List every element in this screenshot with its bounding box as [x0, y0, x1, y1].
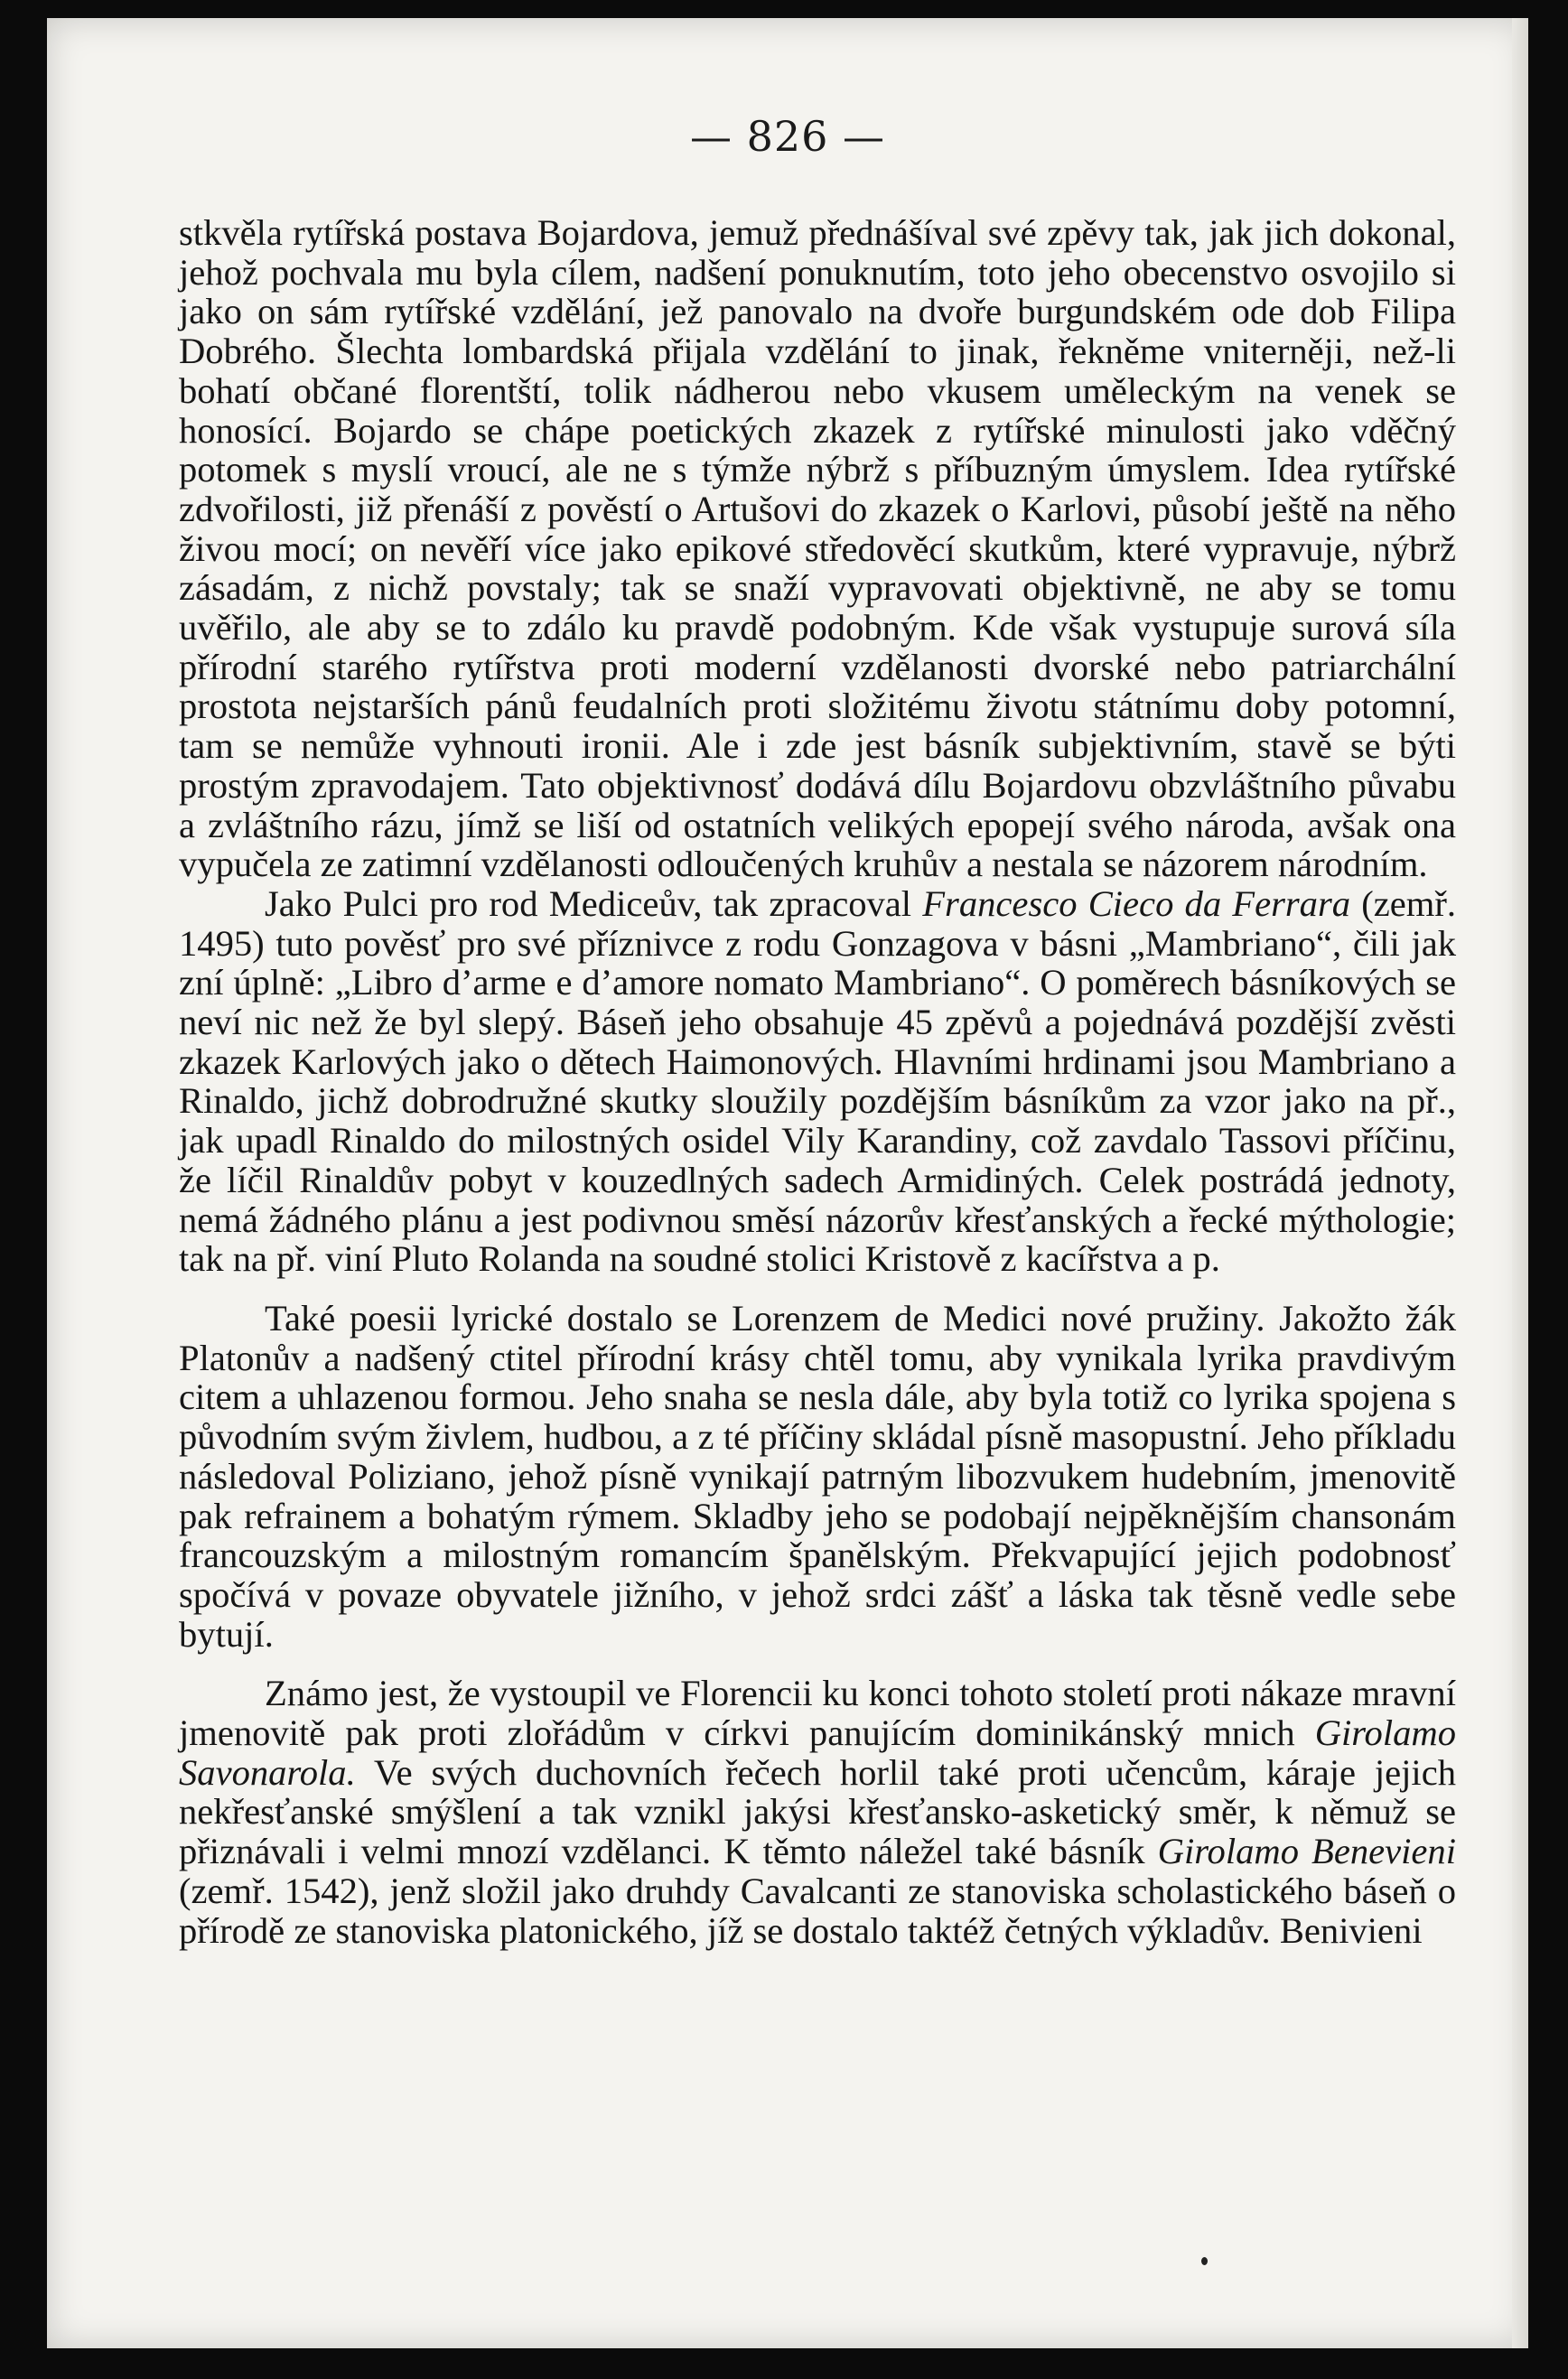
paragraph-3-text: Také poesii lyrické dostalo se Lorenzem de Medici nové pružiny. Jakožto žák Platonův a nadšený ctitel přírodní krásy chtěl tomu, aby vynikala lyrika pravdivým citem a uhlazenou formou. Jeho snaha se nesla dále, aby byla totiž co lyrika spojena s původním svým živlem, hudbou, a z té příčiny skládal písně masopustní. Jeho příkladu následoval Poliziano, jehož písně vynikají patrným libozvukem hudebním, jmenovitě pak refrainem a bohatým rýmem. Skladby jeho se podobají nejpěknějším chansonám francouzským a milostným romancím španělským. Překvapující jejich podobnosť spočívá v povaze obyvatele jižního, v jehož srdci zášť a láska tak těsně vedle sebe bytují.: [179, 1297, 1456, 1655]
paragraph-2-text: (zemř. 1495) tuto pověsť pro své příznivce z rodu Gonzagova v básni „Mambriano“, čili jak zní úplně: „Libro d’arme e d’amore nomato Mambriano“. O poměrech básníkových se neví nic než že byl slepý. Báseň jeho obsahuje 45 zpěvů a pojednává pozdější zvěsti zkazek Karlových jako o dětech Haimonových. Hlavními hrdinami jsou Mambriano a Rinaldo, jichž dobrodružné skutky sloužily pozdějším básníkům za vzor jako na př., jak upadl Rinaldo do milostných osidel Vily Karandiny, což zavdalo Tassovi příčinu, že líčil Rinaldův pobyt v kouzedlných sadech Armidiných. Celek postrádá jednoty, nemá žádného plánu a jest podivnou směsí názorův křesťanských a řecké mýthologie; tak na př. viní Pluto Rolanda na soudné stolici Kristově z kacířstva a p.: [179, 882, 1456, 1280]
paragraph-1-text: stkvěla rytířská postava Bojardova, jemuž přednášíval své zpěvy tak, jak jich dokonal, jehož pochvala mu byla cílem, nadšení ponuknutím, toto jeho obecenstvo osvojilo si jako on sám rytířské vzdělání, jež panovalo na dvoře burgundském ode dob Filipa Dobrého. Šlechta lombardská přijala vzdělání to jinak, řekněme vniterněji, než-li bohatí občané florentští, tolik nádherou nebo vkusem uměleckým na venek se honosící. Bojardo se chápe poetických zkazek z rytířské minulosti jako vděčný potomek s myslí vroucí, ale ne s týmže nýbrž s příbuzným úmyslem. Idea rytířské zdvořilosti, již přenáší z pověstí o Artušovi do zkazek o Karlovi, působí ještě na něho živou mocí; on nevěří více jako epikové středověcí skutkům, které vypravuje, nýbrž zásadám, z nichž povstaly; tak se snaží vypravovati objektivně, ne aby se tomu uvěřilo, ale aby se to zdálo ku pravdě podobným. Kde však vystupuje surová síla přírodní starého rytířstva proti moderní vzdělanosti dvorské nebo patriarchální prostota nejstarších pánů feudalních proti složitému životu státnímu doby potomní, tam se nemůže vyhnouti ironii. Ale i zde jest básník subjektivním, stavě se býti prostým zpravodajem. Tato objektivnosť dodává dílu Bojardovu obzvláštního půvabu a zvláštního rázu, jímž se liší od ostatních velikých epopejí svého národa, avšak ona vypučela ze zatimní vzdělanosti odloučených kruhův a nestala se názorem národním.: [179, 212, 1456, 885]
body-text: [179, 213, 1456, 1950]
paragraph-3: [179, 1299, 1456, 1654]
page-number: — 826 —: [689, 112, 886, 161]
paragraph-2-text: Jako Pulci pro rod Mediceův, tak zpracoval: [265, 882, 923, 924]
author-name-italic: Francesco Cieco da Ferrara: [922, 882, 1351, 924]
paragraph-4-text: (zemř. 1542), jenž složil jako druhdy Cavalcanti ze stanoviska scholastického báseň o přírodě ze stanoviska platonického, jíž se dostalo taktéž četných výkladův. Benivieni: [179, 1870, 1456, 1951]
author-name-italic: Girolamo Benevieni: [1157, 1831, 1456, 1872]
book-page: [47, 18, 1528, 2348]
page-edge: [1512, 18, 1528, 2348]
paragraph-4: [179, 1674, 1456, 1950]
paragraph-2: [179, 884, 1456, 1279]
paragraph-1: [179, 213, 1456, 884]
paragraph-4-text: Známo jest, že vystoupil ve Florencii ku konci tohoto století proti nákaze mravní jmenovitě pak proti zlořádům v církvi panujícím dominikánský mnich: [179, 1673, 1456, 1754]
paragraph-4-text: Ve svých duchovních řečech horlil také proti učencům, káraje jejich nekřesťanské smýšlení a tak vznikl jakýsi křesťansko-asketický směr, k němuž se přiznávali i velmi mnozí vzdělanci. K těmto náležel také básník: [179, 1751, 1456, 1872]
author-name-italic: Girolamo Savonarola.: [179, 1712, 1456, 1793]
ink-speck: [1201, 2257, 1208, 2265]
